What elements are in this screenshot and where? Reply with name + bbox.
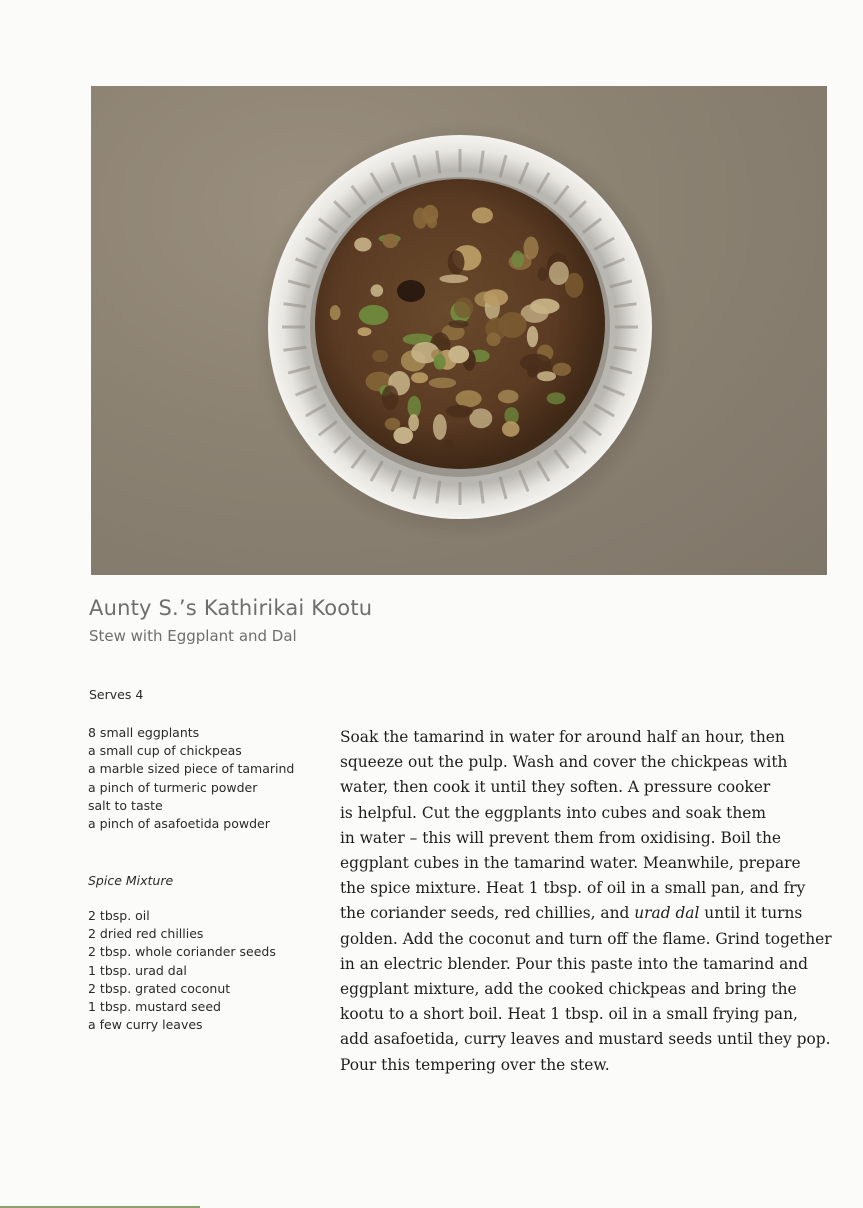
method-line: water, then cook it until they soften. A pressure cooker xyxy=(340,778,771,797)
stew-chunk xyxy=(498,312,527,338)
spice-ingredient-item: 2 tbsp. whole coriander seeds xyxy=(88,944,276,960)
stew-chunk xyxy=(486,333,500,346)
stew-chunk xyxy=(444,439,455,450)
spice-ingredient-item: 2 tbsp. oil xyxy=(88,908,150,923)
spice-ingredient-item: a few curry leaves xyxy=(88,1017,203,1033)
stew-chunk xyxy=(359,305,389,325)
stew-chunk xyxy=(411,372,428,383)
spice-ingredient-item: 2 tbsp. grated coconut xyxy=(88,980,231,996)
method-text: the coriander seeds, red chillies, and xyxy=(340,904,635,923)
spice-ingredient-list xyxy=(88,907,276,1034)
stew-chunk xyxy=(446,405,473,418)
stew-chunk xyxy=(520,354,551,372)
method-line: the spice mixture. Heat 1 tbsp. of oil in a small pan, and fry xyxy=(340,879,806,898)
stew-chunk xyxy=(434,354,446,369)
method-line: in an electric blender. Pour this paste into the tamarind and xyxy=(340,954,809,973)
method-line: in water – this will prevent them from oxidising. Boil the xyxy=(340,828,781,847)
method-line: Pour this tempering over the stew. xyxy=(340,1055,610,1074)
method-line: golden. Add the coconut and turn off the flame. Grind together xyxy=(340,929,832,948)
ingredient-item: 8 small eggplants xyxy=(88,725,200,740)
stew-chunk xyxy=(456,390,482,407)
ingredient-item: salt to taste xyxy=(88,797,163,813)
stew-chunk xyxy=(483,289,508,306)
stew-chunk xyxy=(527,326,538,347)
method-text: until it turns xyxy=(699,904,803,923)
stew-chunk xyxy=(427,216,437,228)
stew-chunk xyxy=(448,250,465,274)
stew-chunk xyxy=(372,350,388,362)
method-line: eggplant cubes in the tamarind water. Meanwhile, prepare xyxy=(340,854,801,873)
stew-chunk xyxy=(358,327,372,336)
stew-chunk xyxy=(385,418,400,430)
stew-chunk xyxy=(552,363,571,376)
method-line-urad xyxy=(340,901,826,926)
stew-chunk xyxy=(454,298,473,319)
stew-chunk xyxy=(448,346,469,364)
stew-chunk xyxy=(498,390,519,404)
method-line: kootu to a short boil. Heat 1 tbsp. oil in a small frying pan, xyxy=(340,1005,798,1024)
stew-chunk xyxy=(448,320,468,328)
recipe-photo xyxy=(91,86,827,575)
stew-chunk xyxy=(371,284,384,296)
stew-chunk xyxy=(538,267,548,281)
stew-chunk xyxy=(502,421,520,437)
stew-chunk xyxy=(472,207,493,223)
stew-chunk xyxy=(408,414,419,431)
stew-chunk xyxy=(512,251,524,268)
spice-ingredient-item: 2 dried red chillies xyxy=(88,926,204,942)
ingredient-item: a small cup of chickpeas xyxy=(88,743,242,759)
spice-ingredient-item: 1 tbsp. mustard seed xyxy=(88,999,221,1015)
stew-chunk xyxy=(547,392,566,404)
stew-chunk xyxy=(330,305,341,320)
method-line: eggplant mixture, add the cooked chickpeas and bring the xyxy=(340,980,797,999)
method-line: Soak the tamarind in water for around half an hour, then xyxy=(340,728,785,746)
serves-count: Serves 4 xyxy=(89,687,144,702)
stew-chunk xyxy=(429,378,456,388)
method-line: is helpful. Cut the eggplants into cubes and soak them xyxy=(340,803,766,822)
stew-chunk xyxy=(413,208,427,229)
method-line: squeeze out the pulp. Wash and cover the chickpeas with xyxy=(340,753,788,772)
recipe-subtitle: Stew with Eggplant and Dal xyxy=(89,627,297,645)
ingredient-list xyxy=(88,724,294,833)
stew-chunk xyxy=(433,414,447,440)
stew-chunk xyxy=(549,261,569,285)
stew-bowl-image xyxy=(91,86,827,575)
ingredient-item: a marble sized piece of tamarind xyxy=(88,761,295,777)
recipe-title: Aunty S.’s Kathirikai Kootu xyxy=(89,596,373,620)
ingredient-item: a pinch of asafoetida powder xyxy=(88,816,270,832)
urad-dal-italic: urad dal xyxy=(634,904,700,923)
stew-chunk xyxy=(537,371,556,381)
ingredient-item: a pinch of turmeric powder xyxy=(88,779,258,795)
method-paragraph xyxy=(340,725,832,1078)
stew-chunk xyxy=(439,274,468,283)
method-line: add asafoetida, curry leaves and mustard seeds until they pop. xyxy=(340,1030,831,1049)
dried-chilli xyxy=(397,280,425,302)
stew-chunk xyxy=(393,427,413,444)
stew-chunk xyxy=(354,237,371,251)
stew-chunk xyxy=(383,234,399,248)
stew-chunk xyxy=(523,237,538,260)
spice-mixture-heading: Spice Mixture xyxy=(88,873,174,888)
spice-ingredient-item: 1 tbsp. urad dal xyxy=(88,962,187,978)
stew-chunk xyxy=(382,385,399,410)
